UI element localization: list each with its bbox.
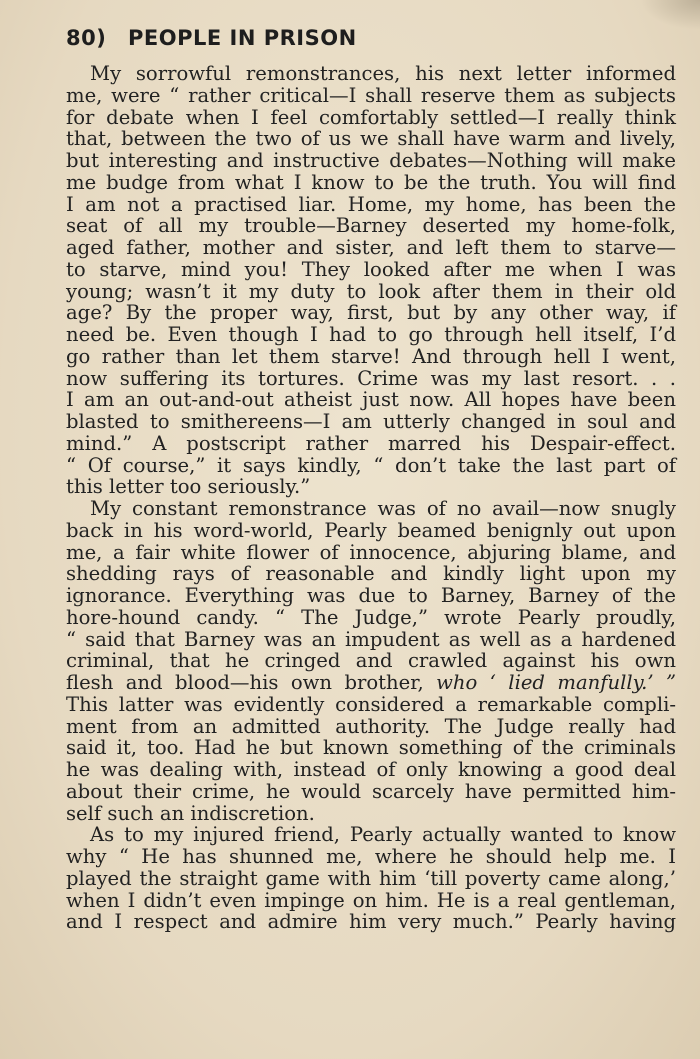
text-line-content: said it, too. Had he but known something of the criminals: [66, 736, 676, 760]
text-line-content: that, between the two of us we shall have warm and lively,: [66, 127, 676, 151]
text-line-content: flesh and blood—his own brother,: [66, 671, 424, 694]
text-line: [66, 302, 676, 324]
text-line-content: I am an out-and-out atheist just now. All hopes have been: [66, 388, 676, 412]
text-line: [66, 237, 676, 259]
text-line: [66, 737, 676, 759]
page-corner-shadow: [640, 0, 700, 30]
text-line: [66, 650, 676, 672]
text-line: [66, 781, 676, 803]
text-line-content: aged father, mother and sister, and left them to starve—: [66, 236, 676, 259]
text-line: [66, 215, 676, 237]
text-line: [66, 433, 676, 455]
text-line-content: “ Of course,” it says kindly, “ don’t take the last part of: [66, 453, 676, 477]
text-line: [66, 629, 676, 651]
text-line: [66, 868, 676, 890]
text-line: [66, 672, 676, 694]
text-line: [66, 389, 676, 411]
text-line-content: me, a fair white flower of innocence, abjuring blame, and: [66, 540, 676, 564]
text-line: [66, 890, 676, 912]
text-line-content: when I didn’t even impinge on him. He is a real gentleman,: [66, 888, 676, 912]
text-line-content: to starve, mind you! They looked after me when I was: [66, 257, 676, 281]
text-line-content: and I respect and admire him very much.” Pearly having: [66, 910, 676, 934]
text-line: [66, 542, 676, 564]
italic-quote: who ‘ lied manfully.’ ”: [423, 671, 676, 694]
text-line: [66, 281, 676, 303]
text-line: [66, 85, 676, 107]
text-line-content: My sorrowful remonstrances, his next letter informed: [90, 62, 676, 85]
text-line: [66, 194, 676, 216]
text-line-content: hore-hound candy. “ The Judge,” wrote Pearly proudly,: [66, 605, 676, 629]
text-line: [66, 324, 676, 346]
text-line: [66, 368, 676, 390]
text-line-content: me, were “ rather critical—I shall reserve them as subjects: [66, 83, 676, 107]
text-line-content: back in his word-world, Pearly beamed benignly out upon: [66, 518, 676, 542]
text-line: [66, 585, 676, 607]
text-line-content: “ said that Barney was an impudent as well as a hardened: [66, 627, 676, 651]
text-line: [66, 150, 676, 172]
text-line: [66, 694, 676, 716]
text-line-content: This latter was evidently considered a remarkable compli-: [66, 692, 676, 716]
text-line-content: My constant remonstrance was of no avail—now snugly: [90, 497, 676, 520]
text-line: [66, 520, 676, 542]
text-line: [66, 716, 676, 738]
text-line-content: criminal, that he cringed and crawled against his own: [66, 649, 676, 673]
text-line-content: for debate when I feel comfortably settled—I really think: [66, 105, 676, 129]
text-line: [66, 563, 676, 585]
page-number: 80): [66, 26, 107, 50]
text-line: [66, 259, 676, 281]
text-line-content: need be. Even though I had to go through hell itself, I’d: [66, 323, 676, 346]
text-line-content: ment from an admitted authority. The Judge really had: [66, 714, 676, 738]
text-line: [66, 346, 676, 368]
text-line-content: seat of all my trouble—Barney deserted my home-folk,: [66, 214, 676, 238]
text-line: [66, 803, 676, 825]
text-line-content: me budge from what I know to be the truth. You will find: [66, 170, 676, 194]
text-line-content: young; wasn’t it my duty to look after them in their old: [66, 279, 676, 303]
text-line-content: about their crime, he would scarcely have permitted him-: [66, 779, 676, 803]
text-line-content: age? By the proper way, first, but by any other way, if: [66, 301, 676, 325]
text-line-content: this letter too seriously.”: [66, 475, 311, 499]
text-line: [66, 455, 676, 477]
text-line-content: ignorance. Everything was due to Barney, Barney of the: [66, 584, 676, 607]
text-line: [66, 172, 676, 194]
text-line-content: but interesting and instructive debates—Nothing will make: [66, 149, 676, 172]
text-line: [66, 759, 676, 781]
text-line: [66, 411, 676, 433]
text-line: [66, 911, 676, 933]
text-line: [66, 498, 676, 520]
body-text: [66, 63, 676, 933]
text-line: [66, 63, 676, 85]
text-line: [66, 476, 676, 498]
text-line: [66, 107, 676, 129]
text-line-content: shedding rays of reasonable and kindly light upon my: [66, 562, 676, 586]
text-line-content: I am not a practised liar. Home, my home, has been the: [66, 192, 676, 216]
text-line: [66, 824, 676, 846]
text-line: [66, 128, 676, 150]
text-line-content: why “ He has shunned me, where he should help me. I: [66, 845, 676, 868]
text-line: [66, 607, 676, 629]
running-header: [66, 26, 357, 50]
text-line-content: blasted to smithereens—I am utterly changed in soul and: [66, 410, 676, 433]
text-line-content: As to my injured friend, Pearly actually wanted to know: [90, 823, 676, 847]
running-title: PEOPLE IN PRISON: [128, 26, 357, 50]
text-line: [66, 846, 676, 868]
text-line-content: now suffering its tortures. Crime was my last resort. . .: [66, 366, 676, 390]
text-line-content: played the straight game with him ‘till poverty came along,’: [66, 866, 676, 890]
text-line-content: he was dealing with, instead of only knowing a good deal: [66, 758, 676, 781]
text-line-content: go rather than let them starve! And through hell I went,: [66, 344, 676, 368]
text-line-content: mind.” A postscript rather marred his Despair-effect.: [66, 431, 676, 455]
text-line-content: self such an indiscretion.: [66, 801, 315, 825]
